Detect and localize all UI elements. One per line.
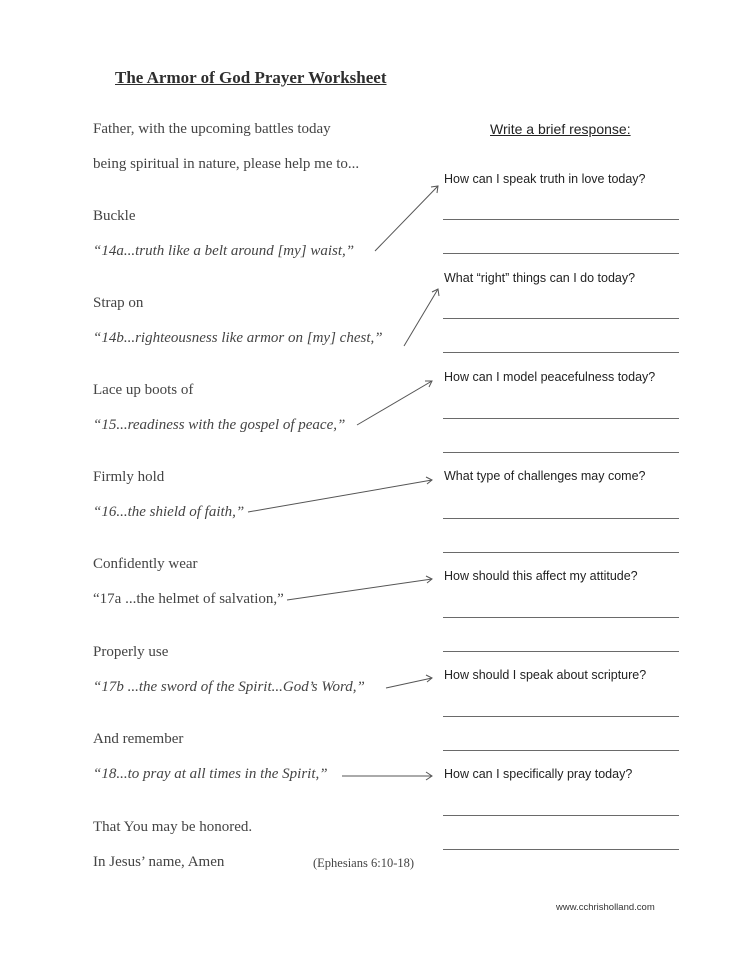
intro-line-2: being spiritual in nature, please help me to... xyxy=(93,156,360,172)
response-line[interactable] xyxy=(443,552,679,553)
arrow-icon xyxy=(342,772,432,780)
question-label: How should this affect my attitude? xyxy=(444,569,638,583)
scripture-reference: (Ephesians 6:10-18) xyxy=(313,856,415,870)
arrow-icon xyxy=(287,576,432,600)
question-label: What type of challenges may come? xyxy=(444,469,646,483)
footer-url: www.cchrisholland.com xyxy=(556,902,655,913)
response-header: Write a brief response: xyxy=(490,121,631,137)
closing-line-2: In Jesus’ name, Amen xyxy=(93,854,225,870)
response-line[interactable] xyxy=(443,253,679,254)
question-label: How should I speak about scripture? xyxy=(444,668,647,682)
arrow-icon xyxy=(375,186,438,251)
question-label: How can I model peacefulness today? xyxy=(444,370,656,384)
response-line[interactable] xyxy=(443,849,679,850)
response-line[interactable] xyxy=(443,815,679,816)
verse-text: “14b...righteousness like armor on [my] chest,” xyxy=(93,330,383,346)
response-line[interactable] xyxy=(443,418,679,419)
response-line[interactable] xyxy=(443,651,679,652)
verse-text: “17b ...the sword of the Spirit...God’s Word,” xyxy=(93,679,365,695)
closing-line-1: That You may be honored. xyxy=(93,819,253,835)
verse-text: “18...to pray at all times in the Spirit,” xyxy=(93,766,328,782)
response-line[interactable] xyxy=(443,452,679,453)
question-label: What “right” things can I do today? xyxy=(444,271,636,285)
action-label: Buckle xyxy=(93,208,136,224)
response-line[interactable] xyxy=(443,318,679,319)
action-label: Lace up boots of xyxy=(93,382,194,398)
intro-line-1: Father, with the upcoming battles today xyxy=(93,121,331,137)
question-label: How can I speak truth in love today? xyxy=(444,172,646,186)
verse-text: “14a...truth like a belt around [my] waist,” xyxy=(93,243,355,259)
response-line[interactable] xyxy=(443,518,679,519)
action-label: And remember xyxy=(93,731,184,747)
action-label: Properly use xyxy=(93,644,169,660)
verse-text: “17a ...the helmet of salvation,” xyxy=(93,591,284,607)
action-label: Strap on xyxy=(93,295,144,311)
response-line[interactable] xyxy=(443,716,679,717)
action-label: Firmly hold xyxy=(93,469,165,485)
response-line[interactable] xyxy=(443,617,679,618)
arrow-icon xyxy=(404,289,439,346)
page-title: The Armor of God Prayer Worksheet xyxy=(115,68,387,87)
verse-text: “15...readiness with the gospel of peace,” xyxy=(93,417,346,433)
arrow-icon xyxy=(357,381,432,425)
action-label: Confidently wear xyxy=(93,556,198,572)
arrow-icon xyxy=(386,675,432,688)
question-label: How can I specifically pray today? xyxy=(444,767,633,781)
arrow-icon xyxy=(248,477,432,512)
response-line[interactable] xyxy=(443,219,679,220)
response-line[interactable] xyxy=(443,750,679,751)
response-line[interactable] xyxy=(443,352,679,353)
verse-text: “16...the shield of faith,” xyxy=(93,504,245,520)
